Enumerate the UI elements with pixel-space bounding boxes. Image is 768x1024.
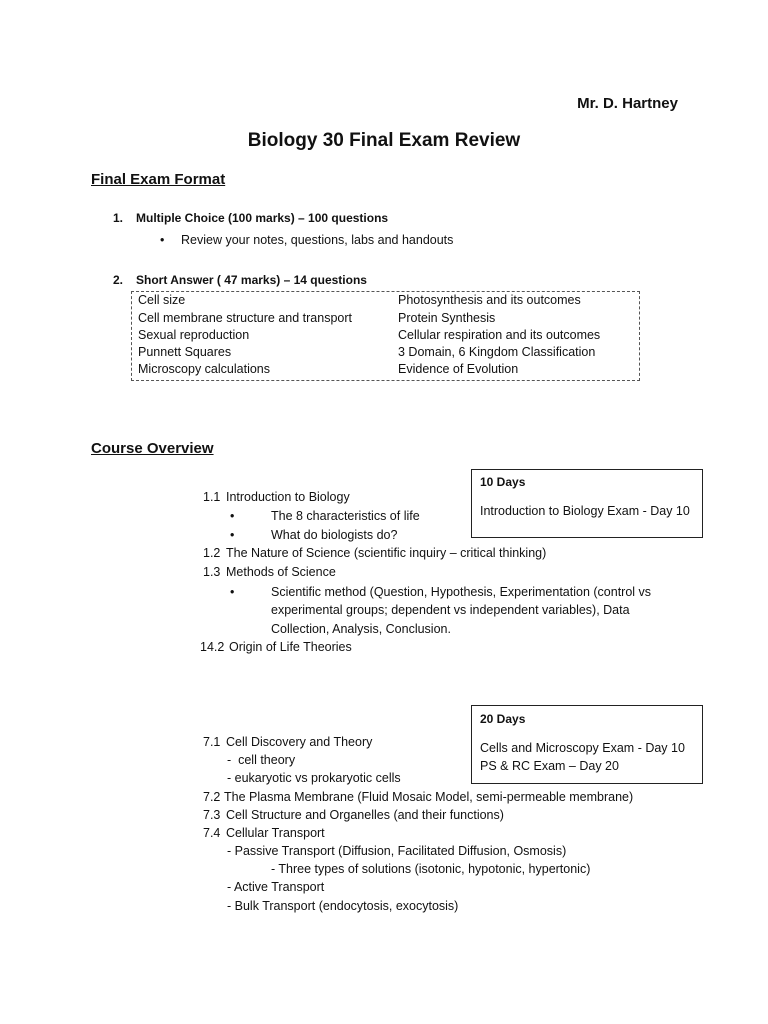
section-subitem: - eukaryotic vs prokaryotic cells: [227, 771, 401, 785]
section-bullet-line: Collection, Analysis, Conclusion.: [271, 622, 451, 636]
section-bullet-line: experimental groups; dependent vs independent variables), Data: [271, 603, 630, 617]
format-item-bullet: Review your notes, questions, labs and handouts: [181, 233, 454, 247]
section-title: Methods of Science: [226, 565, 336, 579]
format-item-number: 1.: [113, 211, 124, 225]
section-number: 14.2: [200, 640, 225, 654]
topic-left: Cell membrane structure and transport: [138, 311, 352, 325]
topic-right: Photosynthesis and its outcomes: [398, 293, 581, 307]
section-bullet-line: Scientific method (Question, Hypothesis, Experimentation (control vs: [271, 585, 652, 599]
section-number: 7.3: [203, 808, 221, 822]
section-bullet: What do biologists do?: [271, 528, 398, 542]
section-number: 7.2: [203, 790, 221, 804]
final-exam-format-heading: Final Exam Format: [91, 171, 226, 188]
section-title: Origin of Life Theories: [229, 640, 352, 654]
section-title: Introduction to Biology: [226, 490, 350, 504]
format-item-label: Multiple Choice (100 marks) – 100 questions: [136, 211, 389, 225]
unit-exam-line: Introduction to Biology Exam - Day 10: [480, 504, 690, 518]
topic-right: Evidence of Evolution: [398, 362, 519, 376]
bullet-marker: [230, 508, 234, 524]
unit-exam-line: Cells and Microscopy Exam - Day 10: [480, 741, 685, 755]
section-title: Cell Discovery and Theory: [226, 735, 373, 749]
unit-duration-title: 10 Days: [480, 475, 526, 489]
topic-left: Cell size: [138, 293, 186, 307]
section-subitem: - Bulk Transport (endocytosis, exocytosis): [227, 899, 459, 913]
unit-exam-line: PS & RC Exam – Day 20: [480, 759, 619, 773]
section-subitem: - Active Transport: [227, 880, 325, 894]
section-title: The Plasma Membrane (Fluid Mosaic Model, semi-permeable membrane): [224, 790, 634, 804]
unit-duration-title: 20 Days: [480, 712, 526, 726]
topic-left: Microscopy calculations: [138, 362, 270, 376]
section-subitem: - cell theory: [227, 753, 296, 767]
section-number: 1.1: [203, 490, 221, 504]
section-title: The Nature of Science (scientific inquiry – critical thinking): [226, 546, 547, 560]
course-overview-heading: Course Overview: [91, 440, 214, 457]
section-title: Cell Structure and Organelles (and their functions): [226, 808, 504, 822]
author-name: Mr. D. Hartney: [577, 95, 678, 112]
topic-left: Punnett Squares: [138, 345, 232, 359]
section-number: 7.4: [203, 826, 221, 840]
section-number: 7.1: [203, 735, 221, 749]
bullet-marker: [230, 584, 234, 600]
section-bullet: The 8 characteristics of life: [271, 509, 420, 523]
section-subitem: - Passive Transport (Diffusion, Facilitated Diffusion, Osmosis): [227, 844, 567, 858]
format-item-label: Short Answer ( 47 marks) – 14 questions: [136, 273, 367, 287]
topic-right: 3 Domain, 6 Kingdom Classification: [398, 345, 596, 359]
topic-left: Sexual reproduction: [138, 328, 250, 342]
bullet-marker: [230, 527, 234, 543]
bullet-marker: [160, 232, 164, 248]
topic-right: Cellular respiration and its outcomes: [398, 328, 601, 342]
section-number: 1.3: [203, 565, 221, 579]
topic-right: Protein Synthesis: [398, 311, 496, 325]
format-item-number: 2.: [113, 273, 124, 287]
section-subitem: - Three types of solutions (isotonic, hypotonic, hypertonic): [271, 862, 591, 876]
section-title: Cellular Transport: [226, 826, 325, 840]
document-title: Biology 30 Final Exam Review: [247, 130, 521, 151]
section-number: 1.2: [203, 546, 221, 560]
